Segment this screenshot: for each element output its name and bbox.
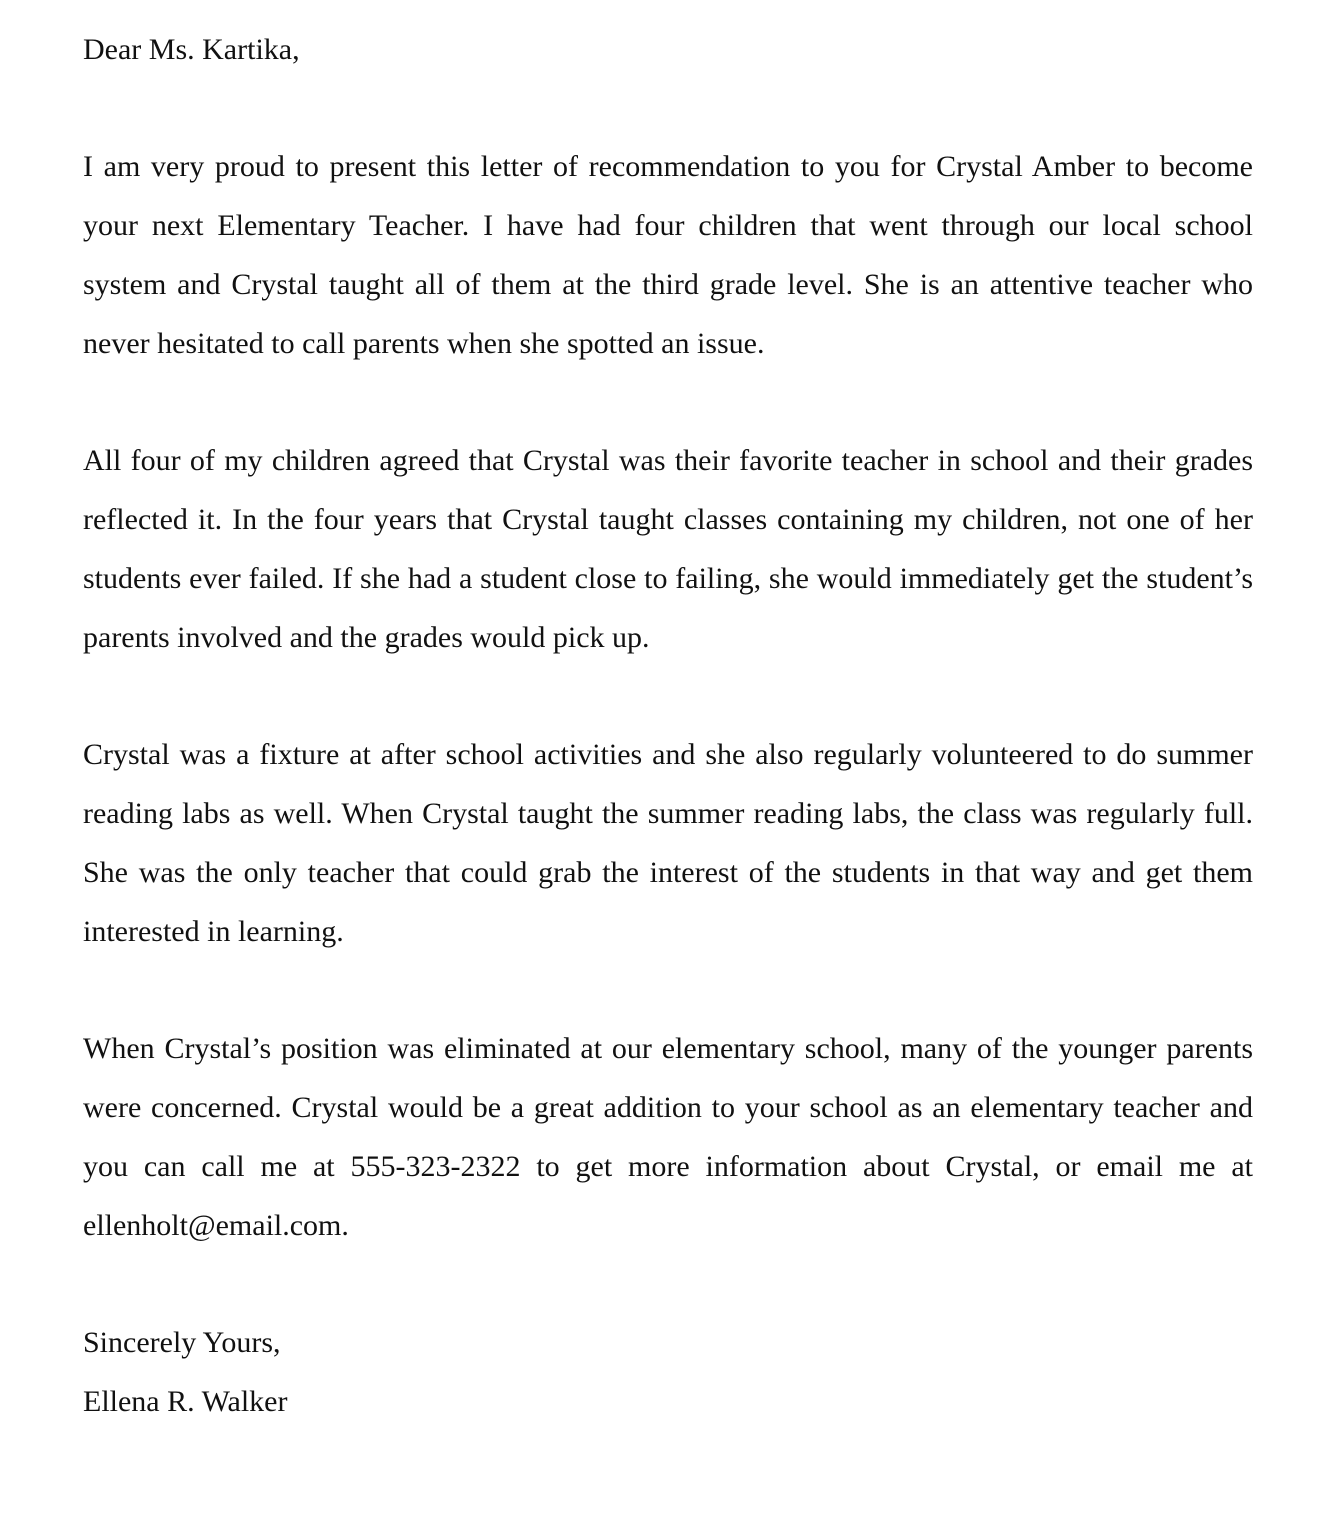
letter-greeting: Dear Ms. Kartika, xyxy=(83,33,300,66)
letter-signature: Ellena R. Walker xyxy=(83,1385,288,1418)
letter-paragraph-1: I am very proud to present this letter of recommendation to you for Crystal Amber to become your next Elementary Teacher. I have had four children that went through our local school system and Crystal taught all of them at the third grade level. She is an attentive teacher who never hesitated to call parents when she spotted an issue. xyxy=(83,150,1253,360)
letter-paragraph-4: When Crystal’s position was eliminated at our elementary school, many of the younger parents were concerned. Crystal would be a great addition to your school as an elementary teacher and you can call me at 555-323-2322 to get more information about Crystal, or email me at ellenholt@email.com. xyxy=(83,1032,1253,1242)
letter-paragraph-2: All four of my children agreed that Crystal was their favorite teacher in school and their grades reflected it. In the four years that Crystal taught classes containing my children, not one of her students ever failed. If she had a student close to failing, she would immediately get the student’s parents involved and the grades would pick up. xyxy=(83,444,1253,654)
letter-paragraph-3: Crystal was a fixture at after school activities and she also regularly volunteered to do summer reading labs as well. When Crystal taught the summer reading labs, the class was regularly full. She was the only teacher that could grab the interest of the students in that way and get them interested in learning. xyxy=(83,738,1253,948)
recommendation-letter xyxy=(83,20,1253,1431)
letter-closing: Sincerely Yours, xyxy=(83,1326,281,1359)
